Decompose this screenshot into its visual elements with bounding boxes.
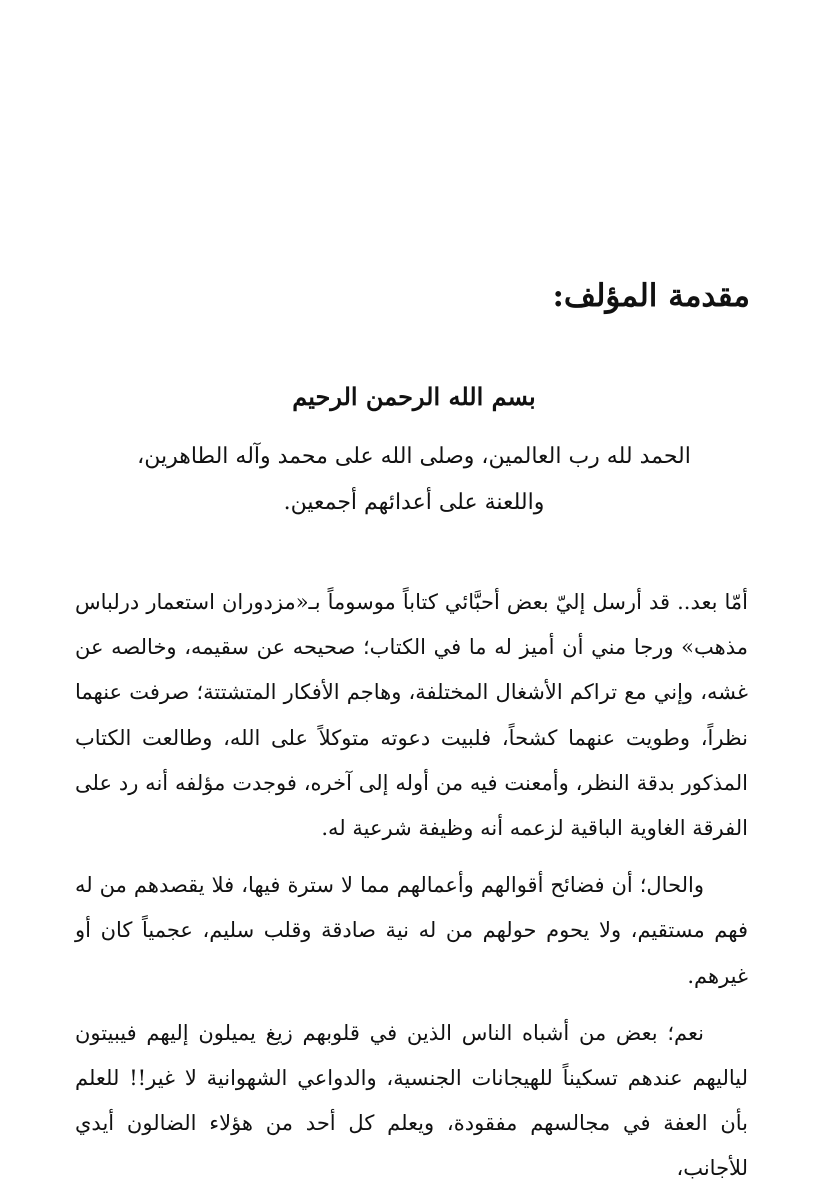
paragraph: والحال؛ أن فضائح أقوالهم وأعمالهم مما لا سترة فيها، فلا يقصدهم من له فهم مستقيم، ولا يحوم حولهم من له نية صادقة وقلب سليم، عجمياً كان أو غيرهم. — [75, 873, 748, 988]
section-heading: مقدمة المؤلف: — [552, 278, 750, 314]
paragraph: نعم؛ بعض من أشباه الناس الذين في قلوبهم زيغ يميلون إليهم فيبيتون لياليهم عندهم تسكيناً للهيجانات الجنسية، والدواعي الشهوانية لا غير!! للعلم بأن العفة في مجالسهم مفقودة، ويعلم كل أحد من هؤلاء الضالون أيدي للأجانب، — [75, 1020, 748, 1181]
paragraph: أمّا بعد.. قد أرسل إليّ بعض أحبَّائي كتاباً موسوماً بـ«مزدوران استعمار درلباس مذهب» ورجا مني أن أميز له ما في الكتاب؛ صحيحه عن سقيمه، وخالصه عن غشه، وإني مع تراكم الأشغال المختلفة، وهاجم الأفكار المتشتتة؛ صرفت عنهما نظراً، وطويت عنهما كشحاً، فلبيت دعوته متوكلاً على الله، وطالعت الكتاب المذكور بدقة النظر، وأمعنت فيه من أوله إلى آخره، فوجدت مؤلفه أنه رد على الفرقة الغاوية الباقية لزعمه أنه وظيفة شرعية له. — [75, 590, 748, 841]
opening-line: واللعنة على أعدائهم أجمعين. — [283, 490, 545, 515]
basmala: بسم الله الرحمن الرحيم — [292, 382, 536, 411]
opening-line: الحمد لله رب العالمين، وصلى الله على محمد وآله الطاهرين، — [137, 444, 691, 469]
body-text — [75, 580, 748, 1204]
opening-praise — [0, 434, 828, 526]
